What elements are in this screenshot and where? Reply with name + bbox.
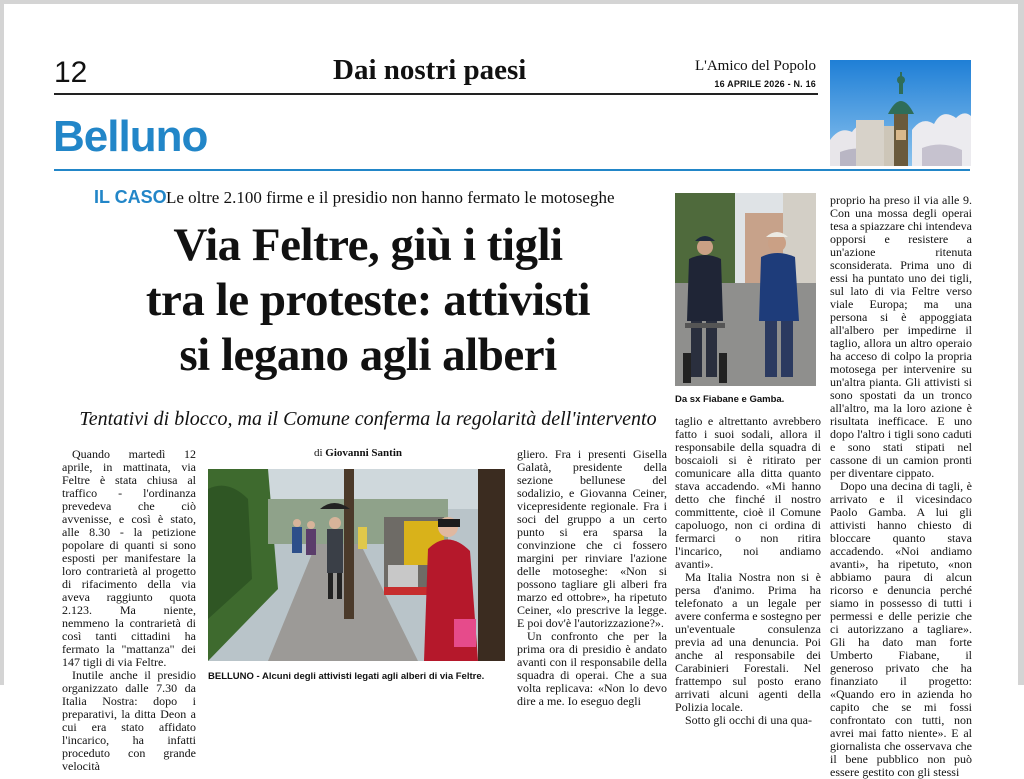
page-frame-top xyxy=(0,0,1024,4)
side-photo-caption: Da sx Fiabane e Gamba. xyxy=(675,394,785,405)
photo-caption: BELLUNO - Alcuni degli attivisti legati agli alberi di via Feltre. xyxy=(208,671,485,682)
paragraph: Quando martedì 12 aprile, in mattinata, via Feltre è stata chiusa al traffico - l'ordinanza prevedeva che ciò avvenisse, e così è stato, alle 8.30 - la petizione popolare di quanti si sono esposti per manifestare la loro contrarietà al progetto di rifacimento della via aveva raggiunto quota 2.123. Ma niente, nemmeno la contrarietà di così tanti cittadini ha fermato la "mattanza" dei 147 tigli di via Feltre. xyxy=(62,447,196,669)
fiabane-gamba-photo xyxy=(675,193,816,386)
header-rule xyxy=(54,93,818,95)
city-thumbnail-image xyxy=(830,60,971,166)
headline xyxy=(62,218,674,383)
headline-line: tra le proteste: attivisti xyxy=(145,274,591,326)
paragraph: Un confronto che per la prima ora di presidio è andato avanti con il responsabile della squadra di operai. Che a sua volta replicava: «Non lo devo dire a me. Io eseguo degli xyxy=(517,629,667,708)
paragraph: proprio ha preso il via alle 9. Con una mossa degli operai tesa a spiazzare chi intendeva opporsi e resistere a un'azione ritenuta sconsiderata. Prima uno di essi ha puntato uno dei tigli, sul lato di via Feltre verso viale Europa; ma una persona si è appoggiata all'albero per impedirne il taglio, allora un altro operaio ha acceso di colpo la propria motosega per intervenire su un'altra pianta. Gli attivisti si sono spostati da un tronco all'altro, ma la loro azione è risultata inefficace. E uno dopo l'altro i tigli sono caduti e sono stati stipati nel cassone di un camion pronti per diventare cippato. xyxy=(830,193,972,480)
byline xyxy=(208,447,508,459)
page-frame-left xyxy=(0,0,4,685)
page-frame-right xyxy=(1018,0,1024,685)
article-column-5 xyxy=(830,194,972,779)
paragraph: Inutile anche il presidio organizzato dalle 7.30 da Italia Nostra: dopo i preparativi, la ditta Deon a cui era stato affidato l'incarico, ha infatti proceduto con grande velocità xyxy=(62,668,196,773)
issue-date: 16 APRILE 2026 - N. 16 xyxy=(714,79,816,89)
city-heading: Belluno xyxy=(53,112,208,161)
byline-author: Giovanni Santin xyxy=(325,447,403,459)
kicker-text: Le oltre 2.100 firme e il presidio non hanno fermato le motoseghe xyxy=(166,188,615,207)
page-number: 12 xyxy=(54,56,88,89)
subheadline: Tentativi di blocco, ma il Comune conferma la regolarità dell'intervento xyxy=(79,408,657,430)
headline-line: Via Feltre, giù i tigli xyxy=(173,219,563,271)
section-title: Dai nostri paesi xyxy=(333,54,527,86)
city-rule xyxy=(54,169,970,171)
article-column-3 xyxy=(517,448,667,708)
byline-prefix: di xyxy=(313,447,323,459)
headline-line: si legano agli alberi xyxy=(179,329,557,381)
paragraph: gliero. Fra i presenti Gisella Galatà, presidente della sezione bellunese del sodalizio, e Giovanna Ceiner, vicepresidente regionale. Fra i soci del gruppo a un certo punto si era sparsa la convinzione che ci fossero margini per rinviare l'azione delle motoseghe: «Non si possono tagliare gli alberi fra marzo ed ottobre», ha ripetuto Ceiner, «lo prescrive la legge. E poi dov'è l'autorizzazione?». xyxy=(517,447,667,630)
masthead: L'Amico del Popolo xyxy=(694,58,816,74)
paragraph: Dopo una decina di tagli, è arrivato e il vicesindaco Paolo Gamba. A lui gli attivisti hanno chiesto di bloccare quanto stava accadendo. «Noi andiamo avanti», ha ripetuto, «non abbiamo paura di alcun ricorso e denuncia perché siamo in possesso di tutti i permessi e delle perizie che ci autorizzano a tagliare». Gli ha dato man forte Umberto Fiabane, il generoso privato che ha finanziato il progetto: «Quando ero in azienda ho capito che se mi fossi confrontato con tutti, non avrei mai fatto niente». E al giornalista che osservava che il bene pubblico non può essere gestito con gli stessi xyxy=(830,479,972,779)
paragraph: taglio e altrettanto avrebbero fatto i suoi sodali, allora il responsabile della squadra di boscaioli si è ritirato per comunicare alla ditta quanto stava accadendo. «Mi hanno detto che finché il nostro committente, cioè il Comune capoluogo, non ci ordina di fermarci o non ritira l'incarico, noi andiamo avanti». xyxy=(675,414,821,571)
article-column-4 xyxy=(675,415,821,727)
article-column-1 xyxy=(62,448,196,773)
paragraph: Ma Italia Nostra non si è persa d'animo. Prima ha telefonato a un legale per avere conferma e sostegno per un'eventuale consulenza previa ad una denuncia. Poi anche al responsabile dei Carabinieri Forestali. Nel frattempo sul posto erano arrivati alcuni agenti della Polizia locale. xyxy=(675,570,821,714)
paragraph: Sotto gli occhi di una qua- xyxy=(685,713,812,727)
activists-photo xyxy=(208,469,505,661)
kicker-label: IL CASO xyxy=(94,187,167,207)
